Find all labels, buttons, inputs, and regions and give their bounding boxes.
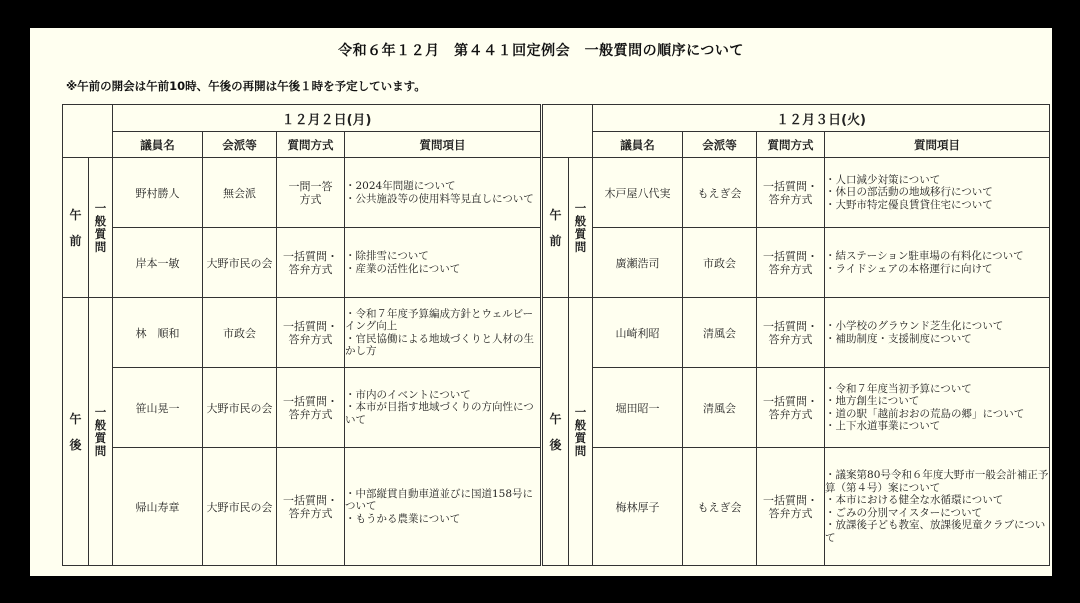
type-char: 一 bbox=[94, 200, 107, 215]
question-method: 一括質問・ 答弁方式 bbox=[757, 158, 825, 228]
period-pm-label-day2 bbox=[543, 298, 569, 566]
type-char: 般 bbox=[574, 417, 587, 432]
question-type-label bbox=[89, 298, 113, 566]
type-char: 問 bbox=[94, 239, 107, 254]
header-member: 議員名 bbox=[113, 132, 203, 158]
header-faction-day2: 会派等 bbox=[683, 132, 757, 158]
period-pm-char-1: 午 bbox=[69, 411, 82, 426]
type-char: 般 bbox=[574, 213, 587, 228]
period-am-label-day2 bbox=[543, 158, 569, 298]
period-pm-char-2: 後 bbox=[69, 437, 82, 452]
header-items-day2: 質問項目 bbox=[825, 132, 1050, 158]
question-method: 一括質問・ 答弁方式 bbox=[277, 448, 345, 566]
header-method: 質問方式 bbox=[277, 132, 345, 158]
type-char: 問 bbox=[574, 443, 587, 458]
type-char: 質 bbox=[94, 226, 107, 241]
faction-name: もえぎ会 bbox=[683, 158, 757, 228]
question-method: 一括質問・ 答弁方式 bbox=[277, 228, 345, 298]
question-method: 一括質問・ 答弁方式 bbox=[277, 298, 345, 368]
type-char: 質 bbox=[94, 430, 107, 445]
member-name: 山崎利昭 bbox=[593, 298, 683, 368]
type-char: 般 bbox=[94, 213, 107, 228]
faction-name: 大野市民の会 bbox=[203, 228, 277, 298]
member-name: 堀田昭一 bbox=[593, 368, 683, 448]
day2-label: １２月３日(火) bbox=[593, 105, 1050, 132]
question-type-label bbox=[89, 158, 113, 298]
type-char: 質 bbox=[574, 430, 587, 445]
question-items: ・中部縦貫自動車道並びに国道158号について ・もうかる農業について bbox=[345, 448, 541, 566]
header-faction: 会派等 bbox=[203, 132, 277, 158]
type-char: 般 bbox=[94, 417, 107, 432]
faction-name: 大野市民の会 bbox=[203, 448, 277, 566]
type-char: 問 bbox=[574, 239, 587, 254]
faction-name: 清風会 bbox=[683, 298, 757, 368]
question-method: 一括質問・ 答弁方式 bbox=[757, 448, 825, 566]
question-type-label-day2 bbox=[569, 158, 593, 298]
table-row bbox=[63, 158, 1050, 228]
schedule-note: ※午前の開会は午前10時、午後の再開は午後１時を予定しています。 bbox=[66, 79, 426, 93]
faction-name: 市政会 bbox=[683, 228, 757, 298]
period-pm-char-1: 午 bbox=[549, 411, 562, 426]
type-char: 問 bbox=[94, 443, 107, 458]
member-name: 林 順和 bbox=[113, 298, 203, 368]
question-method: 一括質問・ 答弁方式 bbox=[757, 228, 825, 298]
header-method-day2: 質問方式 bbox=[757, 132, 825, 158]
period-pm-char-2: 後 bbox=[549, 437, 562, 452]
member-name: 帰山寿章 bbox=[113, 448, 203, 566]
period-am-label bbox=[63, 158, 89, 298]
type-char: 質 bbox=[574, 226, 587, 241]
question-type-label-day2 bbox=[569, 298, 593, 566]
type-char: 一 bbox=[94, 404, 107, 419]
question-items: ・令和７年度当初予算について ・地方創生について ・道の駅「越前おおの荒島の郷」について ・上下水道事業について bbox=[825, 368, 1050, 448]
period-am-char-1: 午 bbox=[69, 207, 82, 222]
header-items: 質問項目 bbox=[345, 132, 541, 158]
question-items: ・市内のイベントについて ・本市が目指す地域づくりの方向性について bbox=[345, 368, 541, 448]
question-method: 一括質問・ 答弁方式 bbox=[757, 298, 825, 368]
question-items: ・2024年問題について ・公共施設等の使用料等見直しについて bbox=[345, 158, 541, 228]
page-title: 令和６年１２月 第４４１回定例会 一般質問の順序について bbox=[338, 43, 744, 59]
corner-cell-left bbox=[63, 105, 113, 158]
faction-name: 無会派 bbox=[203, 158, 277, 228]
member-name: 木戸屋八代実 bbox=[593, 158, 683, 228]
day1-label: １２月２日(月) bbox=[113, 105, 541, 132]
day-header-row bbox=[63, 105, 1050, 132]
member-name: 岸本一敏 bbox=[113, 228, 203, 298]
question-items: ・人口減少対策について ・休日の部活動の地域移行について ・大野市特定優良賃貸住宅について bbox=[825, 158, 1050, 228]
member-name: 廣瀬浩司 bbox=[593, 228, 683, 298]
period-am-char-2: 前 bbox=[549, 233, 562, 248]
document-page bbox=[30, 28, 1052, 576]
question-order-table bbox=[62, 104, 1050, 566]
question-method: 一問一答 方式 bbox=[277, 158, 345, 228]
question-items: ・令和７年度予算編成方針とウェルビーイング向上 ・官民協働による地域づくりと人材の生かし方 bbox=[345, 298, 541, 368]
member-name: 野村勝人 bbox=[113, 158, 203, 228]
faction-name: 清風会 bbox=[683, 368, 757, 448]
type-char: 一 bbox=[574, 404, 587, 419]
faction-name: 大野市民の会 bbox=[203, 368, 277, 448]
question-method: 一括質問・ 答弁方式 bbox=[757, 368, 825, 448]
faction-name: 市政会 bbox=[203, 298, 277, 368]
table-row bbox=[63, 298, 1050, 368]
question-items: ・除排雪について ・産業の活性化について bbox=[345, 228, 541, 298]
member-name: 笹山晃一 bbox=[113, 368, 203, 448]
period-am-char-1: 午 bbox=[549, 207, 562, 222]
type-char: 一 bbox=[574, 200, 587, 215]
faction-name: もえぎ会 bbox=[683, 448, 757, 566]
question-method: 一括質問・ 答弁方式 bbox=[277, 368, 345, 448]
question-items: ・小学校のグラウンド芝生化について ・補助制度・支援制度について bbox=[825, 298, 1050, 368]
corner-cell-right bbox=[543, 105, 593, 158]
period-am-char-2: 前 bbox=[69, 233, 82, 248]
question-items: ・議案第80号令和６年度大野市一般会計補正予算（第４号）案について ・本市における健全な水循環について ・ごみの分別マイスターについて ・放課後子ども教室、放課後児童クラブについて bbox=[825, 448, 1050, 566]
header-member-day2: 議員名 bbox=[593, 132, 683, 158]
member-name: 梅林厚子 bbox=[593, 448, 683, 566]
period-pm-label bbox=[63, 298, 89, 566]
question-items: ・結ステーション駐車場の有料化について ・ライドシェアの本格運行に向けて bbox=[825, 228, 1050, 298]
